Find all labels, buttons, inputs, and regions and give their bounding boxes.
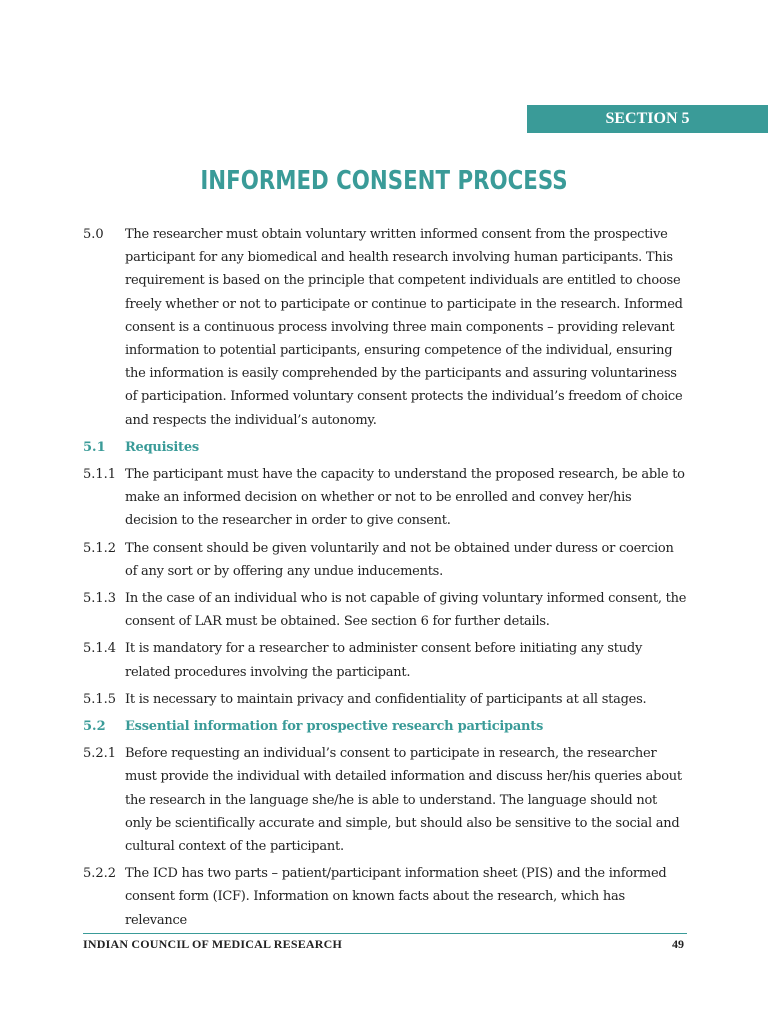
- paragraph-5-1-3: [83, 587, 687, 633]
- paragraph-number: 5.1.2: [83, 540, 117, 556]
- heading-text: Requisites: [125, 439, 199, 455]
- paragraph-text: The ICD has two parts – patient/participant information sheet (PIS) and the informed consent form (ICF). Information on known facts about the research, which has relevance: [125, 866, 667, 928]
- paragraph-5-2-2: [83, 862, 687, 932]
- heading-number: 5.1: [83, 439, 106, 455]
- subsection-heading-5-2: [83, 715, 687, 738]
- paragraph-5-1-1: [83, 463, 687, 533]
- paragraph-number: 5.2.2: [83, 866, 117, 882]
- paragraph-number: 5.1.5: [83, 691, 117, 707]
- paragraph-text: The consent should be given voluntarily and not be obtained under duress or coercion of any sort or by offering any undue inducements.: [125, 540, 674, 579]
- heading-text: Essential information for prospective research participants: [125, 719, 544, 735]
- page-number: 49: [672, 937, 684, 951]
- page-title: INFORMED CONSENT PROCESS: [200, 166, 568, 196]
- document-body: [83, 223, 687, 936]
- paragraph-text: The participant must have the capacity to understand the proposed research, be able to make an informed decision on whether or not to be enrolled and convey her/his decision to the researcher in order to give consent.: [125, 467, 685, 529]
- paragraph-5-1-5: [83, 688, 687, 711]
- paragraph-text: Before requesting an individual’s consent to participate in research, the researcher must provide the individual with detailed information and discuss her/his queries about the research in the language she/he is able to understand. The language should not only be scientifically accurate and simple, but should also be sensitive to the social and cultural context of the participant.: [125, 746, 682, 855]
- heading-number: 5.2: [83, 719, 106, 735]
- paragraph-number: 5.1.3: [83, 591, 117, 607]
- paragraph-number: 5.1.4: [83, 641, 117, 657]
- paragraph-text: It is necessary to maintain privacy and confidentiality of participants at all stages.: [125, 691, 647, 707]
- paragraph-number: 5.0: [83, 227, 104, 242]
- subsection-heading-5-1: [83, 436, 687, 459]
- paragraph-number: 5.2.1: [83, 746, 117, 762]
- paragraph-text: The researcher must obtain voluntary written informed consent from the prospective participant for any biomedical and health research involving human participants. This requirement is based on the principle that competent individuals are entitled to choose freely whether or not to participate or continue to participate in the research. Informed consent is a continuous process involving three main components – providing relevant information to potential participants, ensuring competence of the individual, ensuring the information is easily comprehended by the participants and assuring voluntariness of participation. Informed voluntary consent protects the individual’s freedom of choice and respects the individual’s autonomy.: [125, 227, 683, 428]
- paragraph-5-1-2: [83, 537, 687, 583]
- paragraph-5-0: [83, 223, 687, 432]
- footer-divider: [83, 933, 687, 934]
- paragraph-number: 5.1.1: [83, 467, 117, 483]
- paragraph-5-1-4: [83, 637, 687, 683]
- paragraph-5-2-1: [83, 742, 687, 858]
- section-label-tab: SECTION 5: [527, 105, 768, 133]
- paragraph-text: In the case of an individual who is not capable of giving voluntary informed consent, the consent of LAR must be obtained. See section 6 for further details.: [125, 591, 687, 630]
- footer-organization: INDIAN COUNCIL OF MEDICAL RESEARCH: [83, 937, 343, 951]
- paragraph-text: It is mandatory for a researcher to administer consent before initiating any study related procedures involving the participant.: [125, 641, 643, 680]
